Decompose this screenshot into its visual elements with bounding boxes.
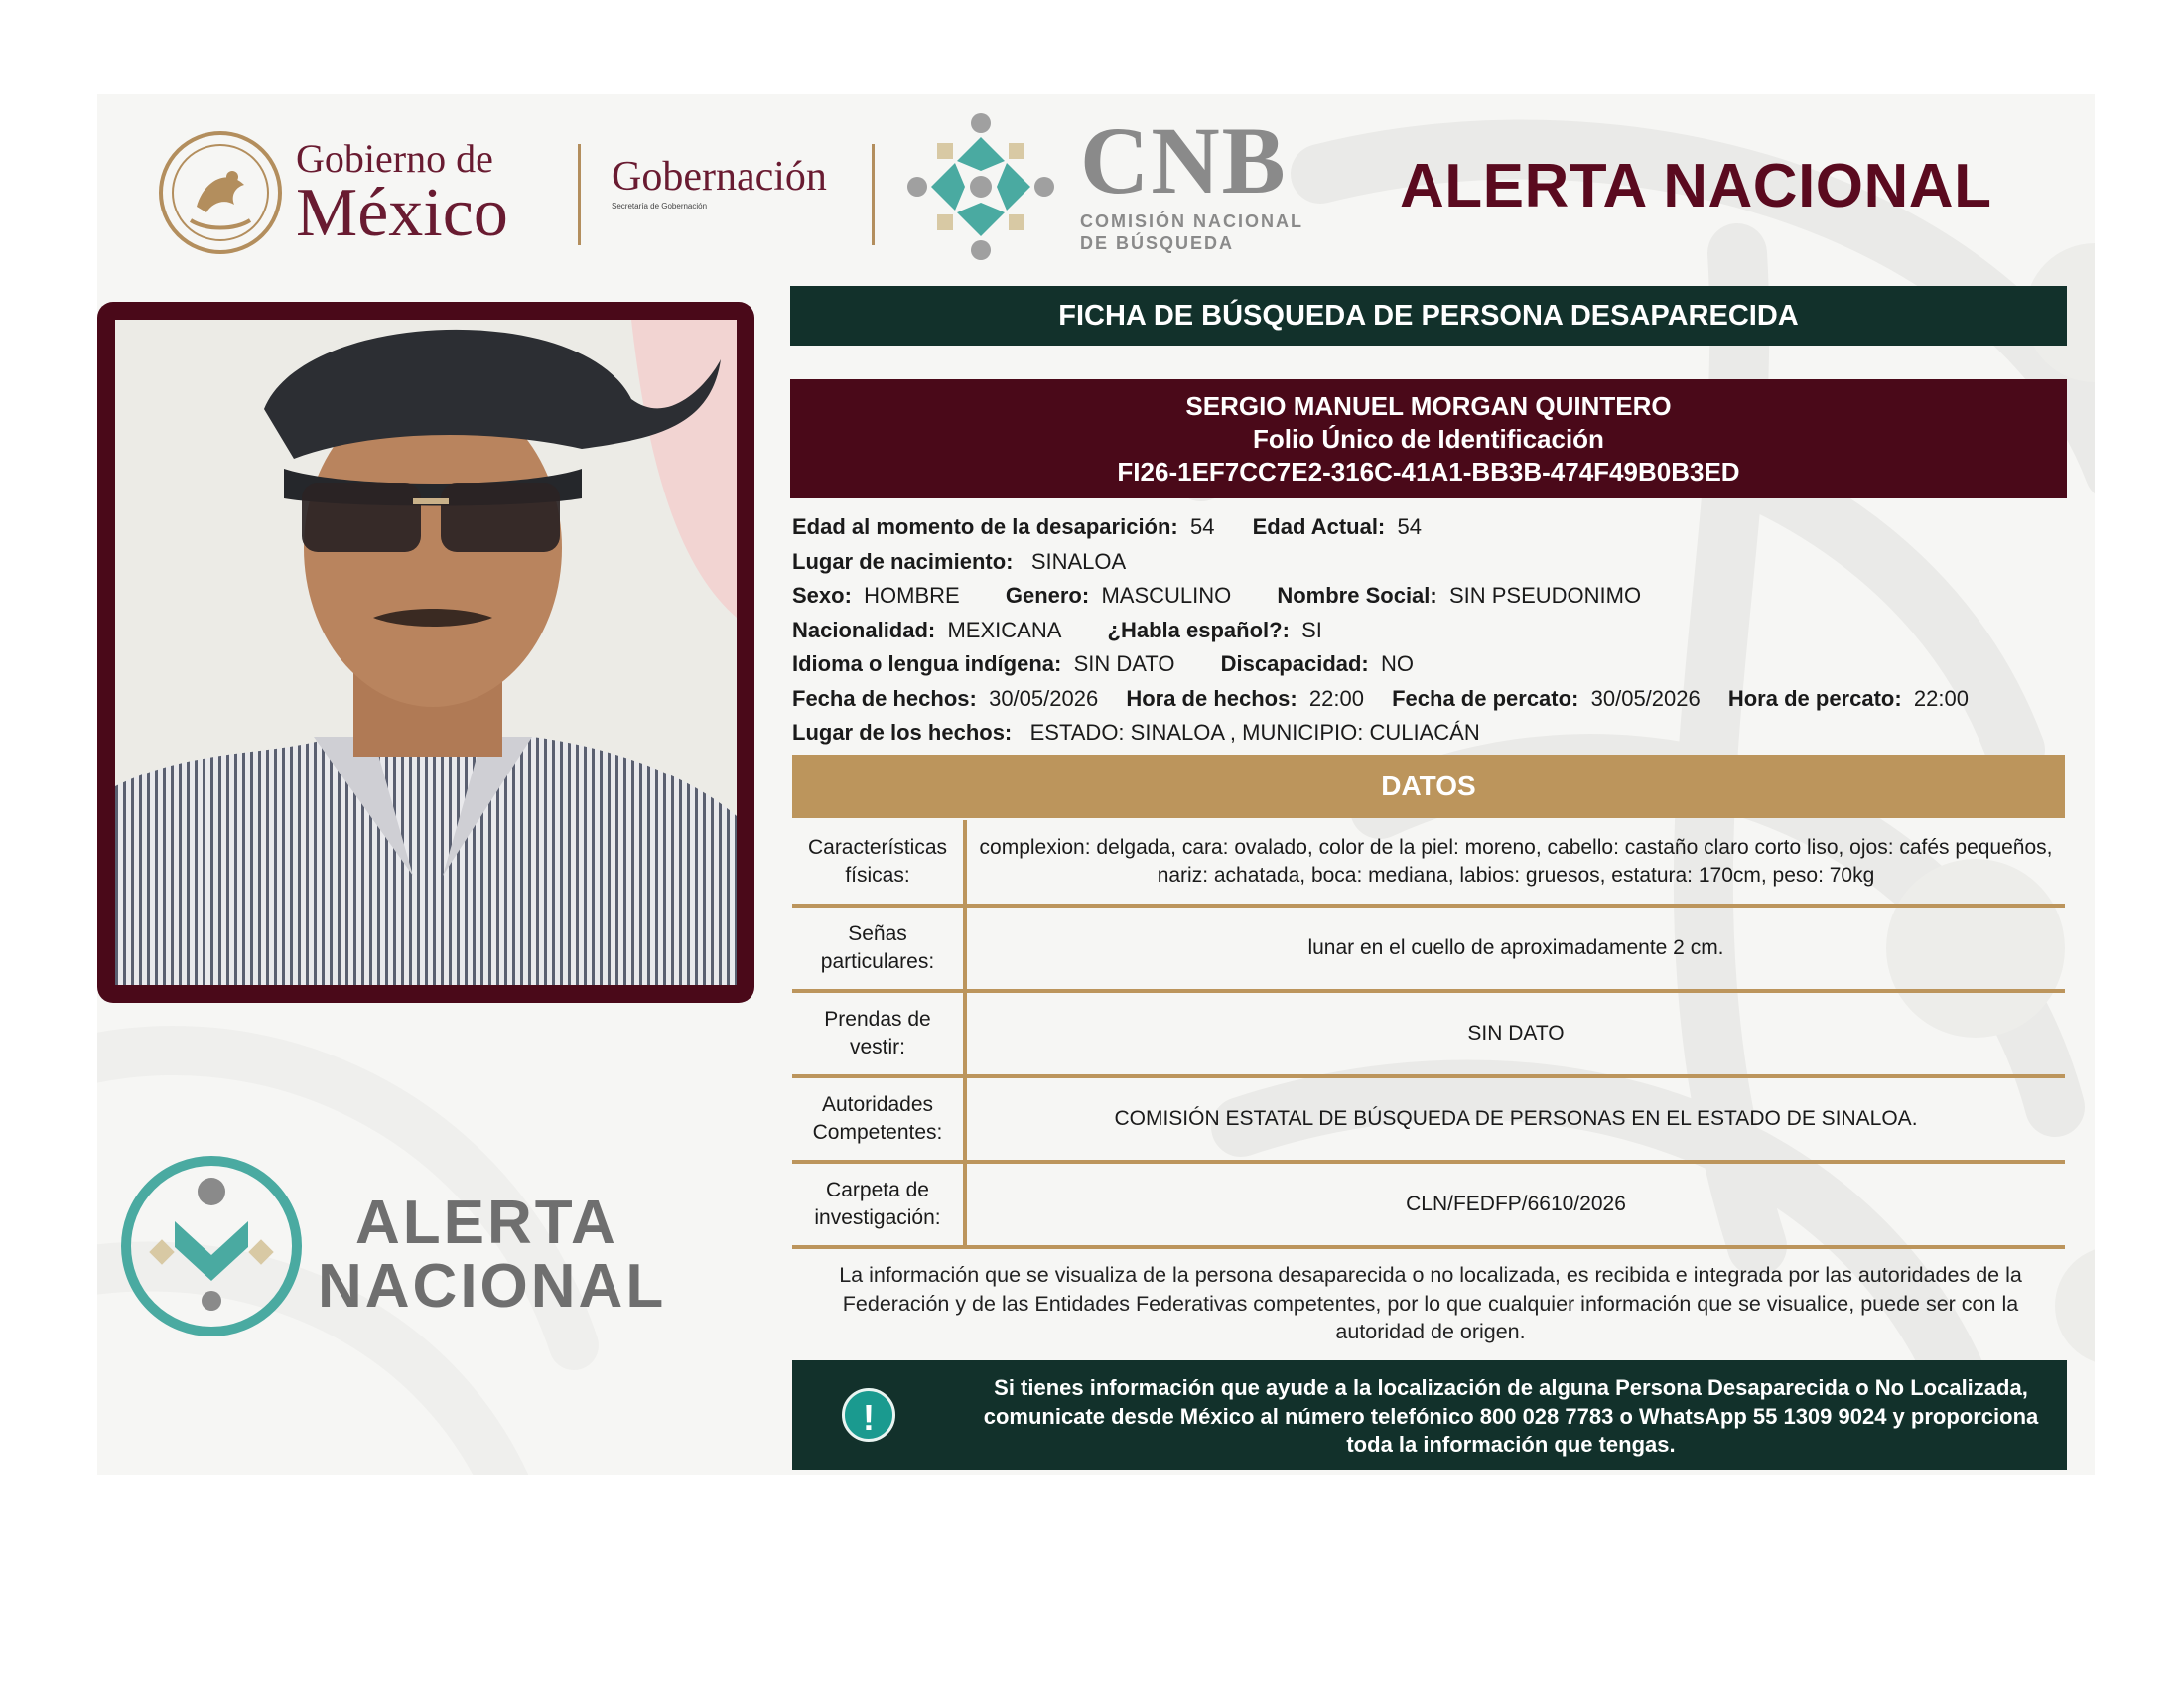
datos-value: complexion: delgada, cara: ovalado, color de la piel: moreno, cabello: castaño claro corto liso, ojos: cafés pequeños, nariz: achatada, boca: mediana, labios: gruesos, estatura: 170cm, peso: 70kg <box>965 820 2065 906</box>
sexo-value: HOMBRE <box>864 583 960 608</box>
gobernacion-title: Gobernación <box>612 154 827 200</box>
datos-label-line: Señas <box>848 922 907 945</box>
info-row <box>792 579 2073 614</box>
hora-hechos-label: Hora de hechos: <box>1126 685 1297 711</box>
datos-label <box>792 906 965 991</box>
datos-label-line: Carpeta de <box>826 1179 929 1201</box>
gobierno-line-2: México <box>296 175 508 251</box>
folio-label: Folio Único de Identificación <box>1253 423 1604 454</box>
table-row <box>792 906 2065 991</box>
hora-hechos-value: 22:00 <box>1308 685 1364 711</box>
datos-label <box>792 1076 965 1162</box>
folio-value: FI26-1EF7CC7E2-316C-41A1-BB3B-474F49B0B3ED <box>1117 456 1740 487</box>
photo-frame <box>97 302 754 1003</box>
datos-label-line: Características <box>807 836 948 859</box>
edad-desaparicion-value: 54 <box>1190 514 1215 539</box>
datos-label-line: físicas: <box>845 864 910 887</box>
datos-label-line: Autoridades <box>821 1093 934 1116</box>
exclamation-icon: ! <box>842 1388 895 1442</box>
nombre-social-value: SIN PSEUDONIMO <box>1448 583 1642 608</box>
coat-of-arms-icon <box>157 129 284 256</box>
datos-value: SIN DATO <box>965 991 2065 1076</box>
info-row <box>792 614 2073 648</box>
nacionalidad-label: Nacionalidad: <box>792 617 936 642</box>
sexo-label: Sexo: <box>792 583 852 608</box>
person-info-block <box>792 510 2073 751</box>
contact-text: Si tienes información que ayude a la localización de alguna Persona Desaparecida o No Localizada, comunicate desde México al número telefónico 800 028 7783 o WhatsApp 55 1309 9024 y proporciona toda la información que tengas. <box>983 1375 2039 1457</box>
discapacidad-label: Discapacidad: <box>1220 651 1369 676</box>
hora-percato-label: Hora de percato: <box>1727 685 1902 711</box>
nombre-social-label: Nombre Social: <box>1277 583 1437 608</box>
ficha-title: FICHA DE BÚSQUEDA DE PERSONA DESAPARECIDA <box>1058 299 1799 332</box>
edad-actual-label: Edad Actual: <box>1252 514 1386 539</box>
alerta-nacional-title: ALERTA NACIONAL <box>1400 152 1992 220</box>
idioma-value: SIN DATO <box>1073 651 1175 676</box>
alert-logo-line-2: NACIONAL <box>318 1252 667 1321</box>
table-row <box>792 1076 2065 1162</box>
person-name-bar <box>790 379 2067 498</box>
cnb-line-1: COMISIÓN NACIONAL <box>1080 211 1303 231</box>
info-row <box>792 545 2073 580</box>
lugar-hechos-value: ESTADO: SINALOA , MUNICIPIO: CULIACÁN <box>1029 720 1480 745</box>
idioma-label: Idioma o lengua indígena: <box>792 651 1062 676</box>
table-row <box>792 991 2065 1076</box>
datos-label-line: investigación: <box>814 1206 941 1229</box>
gobernacion-logo <box>612 154 827 211</box>
cnb-logo <box>1080 107 1303 254</box>
lugar-hechos-label: Lugar de los hechos: <box>792 720 1013 745</box>
datos-label-line: vestir: <box>849 1036 905 1058</box>
discapacidad-value: NO <box>1381 651 1414 676</box>
info-row <box>792 682 2073 717</box>
datos-label-line: Prendas de <box>824 1008 931 1031</box>
genero-value: MASCULINO <box>1101 583 1232 608</box>
person-photo <box>115 320 737 985</box>
datos-label-line: Competentes: <box>812 1121 943 1144</box>
datos-title: DATOS <box>1381 771 1476 801</box>
person-photo-illustration <box>115 320 737 985</box>
header-divider <box>872 144 875 245</box>
lugar-nacimiento-value: SINALOA <box>1030 548 1127 574</box>
datos-table <box>792 820 2065 1249</box>
header-divider <box>578 144 581 245</box>
cnb-logo-icon <box>901 107 1060 266</box>
habla-espanol-value: SI <box>1301 617 1322 642</box>
table-row <box>792 1162 2065 1247</box>
alert-nacional-logo-icon <box>117 1152 306 1340</box>
genero-label: Genero: <box>1005 583 1090 608</box>
nacionalidad-value: MEXICANA <box>947 617 1062 642</box>
datos-label <box>792 991 965 1076</box>
gobierno-line-1: Gobierno de <box>296 136 493 181</box>
edad-desaparicion-label: Edad al momento de la desaparición: <box>792 514 1178 539</box>
person-name: SERGIO MANUEL MORGAN QUINTERO <box>1185 390 1672 421</box>
gobernacion-subtitle: Secretaría de Gobernación <box>612 202 708 211</box>
datos-value: lunar en el cuello de aproximadamente 2 cm. <box>965 906 2065 991</box>
cnb-title: CNB <box>1080 107 1288 213</box>
datos-value: COMISIÓN ESTATAL DE BÚSQUEDA DE PERSONAS EN EL ESTADO DE SINALOA. <box>965 1076 2065 1162</box>
habla-espanol-label: ¿Habla español?: <box>1107 617 1290 642</box>
fecha-hechos-label: Fecha de hechos: <box>792 685 977 711</box>
disclaimer-text: La información que se visualiza de la persona desaparecida o no localizada, es recibida e integrada por las autoridades de la Federación y de las Entidades Federativas competentes, por lo que cualquier información que se visualice, puede ser con la autoridad de origen. <box>839 1263 2022 1343</box>
fecha-percato-value: 30/05/2026 <box>1590 685 1701 711</box>
fecha-hechos-value: 30/05/2026 <box>989 685 1099 711</box>
info-row <box>792 510 2073 545</box>
datos-label <box>792 820 965 906</box>
contact-bar <box>792 1360 2067 1470</box>
datos-label-line: particulares: <box>820 950 935 973</box>
cnb-line-2: DE BÚSQUEDA <box>1080 233 1235 253</box>
lugar-nacimiento-label: Lugar de nacimiento: <box>792 548 1014 574</box>
datos-value: CLN/FEDFP/6610/2026 <box>965 1162 2065 1247</box>
alert-nacional-logo-text <box>318 1189 667 1321</box>
info-row <box>792 716 2073 751</box>
ficha-title-bar <box>790 286 2067 346</box>
gobierno-mexico-logo <box>296 136 508 251</box>
fecha-percato-label: Fecha de percato: <box>1392 685 1579 711</box>
datos-title-bar <box>792 755 2065 818</box>
edad-actual-value: 54 <box>1397 514 1422 539</box>
hora-percato-value: 22:00 <box>1913 685 1969 711</box>
table-row <box>792 820 2065 906</box>
alert-logo-line-1: ALERTA <box>355 1189 618 1257</box>
datos-label <box>792 1162 965 1247</box>
info-row <box>792 647 2073 682</box>
